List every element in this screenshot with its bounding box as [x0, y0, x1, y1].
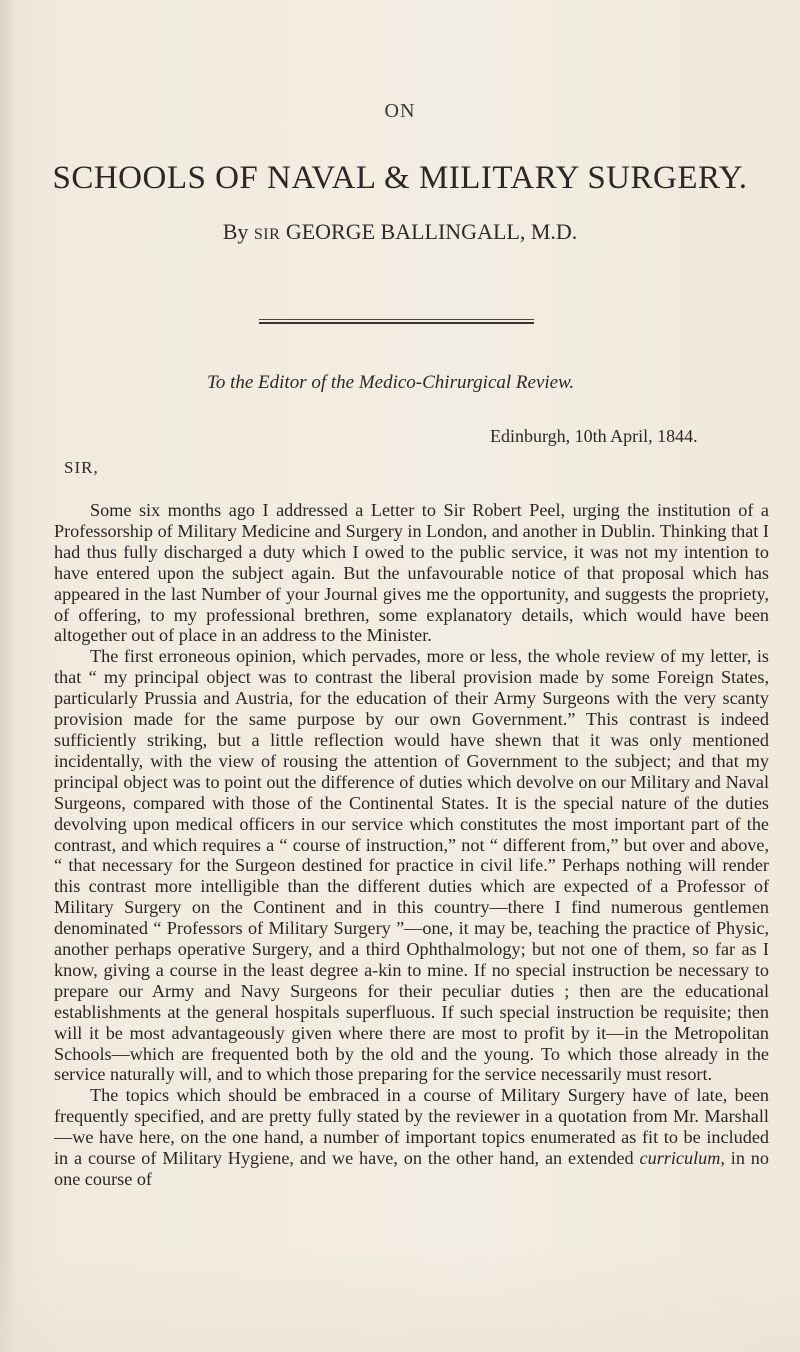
letter-dateline: Edinburgh, 10th April, 1844. — [490, 426, 698, 446]
body-paragraph-3 — [54, 1085, 769, 1190]
byline-by: By — [222, 219, 249, 244]
body-paragraph-2: The first erroneous opinion, which pervades, more or less, the whole review of my letter, is that “ my principal object was to contrast the liberal provision made by some Foreign States, particularly Prussia and Austria, for the education of their Army Surgeons with the very scanty provision made for the same purpose by our own Government.” This contrast is indeed sufficiently striking, but a little reflection would have shewn that it was only mentioned incidentally, with the view of rousing the attention of Government to the subject; and that my principal object was to point out the difference of duties which devolve on our Military and Naval Surgeons, compared with those of the Continental States. It is the special nature of the duties devolving upon medical officers in our service which constitutes the most important part of the contrast, and which requires a “ course of instruction,” not “ different from,” but over and above, “ that necessary for the Surgeon destined for practice in civil life.” Perhaps nothing will render this contrast more intelligible than the different duties which are expected of a Professor of Military Surgery on the Continent and in this country—there I find numerous gentlemen denominated “ Professors of Military Surgery ”—one, it may be, teaching the practice of Physic, another perhaps operative Surgery, and a third Ophthalmology; but not one of them, so far as I know, giving a course in the least degree a-kin to mine. If no special instruction be necessary to prepare our Army and Navy Surgeons for their peculiar duties ; then are the educational establishments at the general hospitals superfluous. If such special instruction be requisite; then will it be most advantageously given where there are most to profit by it—in the Metropolitan Schools—which are frequented both by the old and the young. To which those already in the service naturally will, and to which those preparing for the service necessarily must resort. — [54, 646, 769, 1085]
body-paragraph-3-tail: in no one course of — [54, 1148, 769, 1189]
title-divider-rule — [259, 319, 534, 324]
page-bottom-shade — [0, 1250, 800, 1352]
author-name: GEORGE BALLINGALL, M.D. — [285, 219, 578, 244]
curriculum-italic: curriculum, — [639, 1148, 725, 1169]
letter-salutation: SIR, — [64, 458, 99, 477]
heading-on: ON — [384, 100, 416, 122]
article-title: SCHOOLS OF NAVAL & MILITARY SURGERY. — [52, 160, 748, 196]
author-byline — [0, 219, 800, 245]
page-spine-edge — [0, 0, 14, 1352]
letter-addressee: To the Editor of the Medico-Chirurgical Review. — [207, 372, 575, 393]
letter-body — [54, 500, 769, 1190]
body-paragraph-3-text: The topics which should be embraced in a course of Military Surgery have of late, been frequently specified, and are pretty fully stated by the reviewer in a quotation from Mr. Marshall—we have here, on the one hand, a number of important topics enumerated as fit to be included in a course of Military Hygiene, and we have, on the other hand, an extended — [54, 1085, 769, 1169]
byline-sir: SIR — [253, 226, 281, 243]
body-paragraph-1: Some six months ago I addressed a Letter to Sir Robert Peel, urging the institution of a Professorship of Military Medicine and Surgery in London, and another in Dublin. Thinking that I had thus fully discharged a duty which I owed to the public service, it was not my intention to have entered upon the subject again. But the unfavourable notice of that proposal which has appeared in the last Number of your Journal gives me the opportunity, and suggests the propriety, of offering, to my professional brethren, some explanatory details, which would have been altogether out of place in an address to the Minister. — [54, 500, 769, 646]
